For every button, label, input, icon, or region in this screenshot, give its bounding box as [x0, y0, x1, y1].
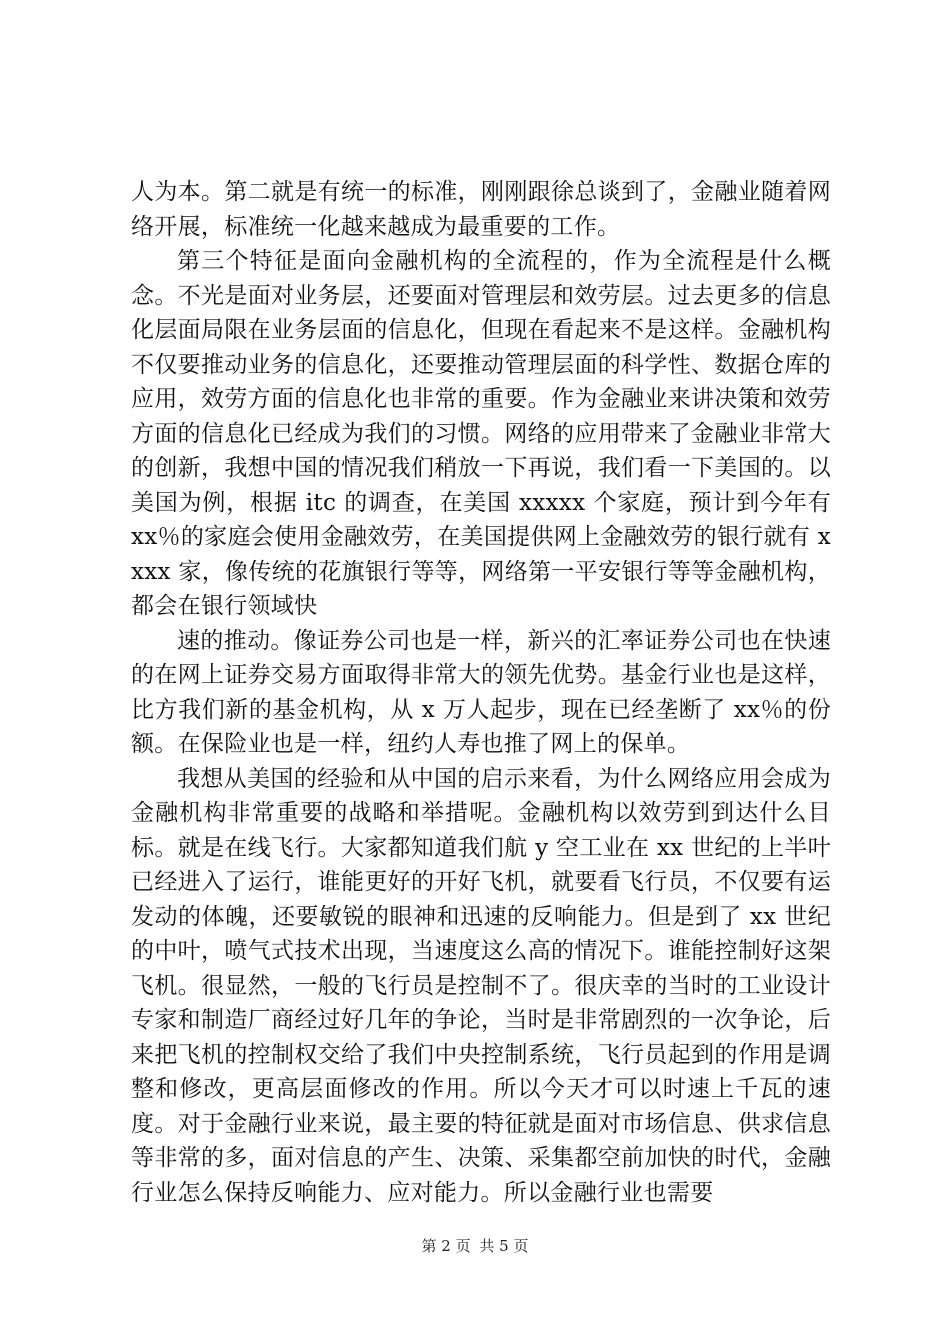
page-number: 第 2 页 — [421, 1237, 471, 1255]
page-total: 共 5 页 — [479, 1237, 529, 1255]
paragraph-1: 人为本。第二就是有统一的标准，刚刚跟徐总谈到了，金融业随着网络开展，标准统一化越来越成为最重要的工作。 — [131, 179, 831, 240]
paragraph-4: 我想从美国的经验和从中国的启示来看，为什么网络应用会成为金融机构非常重要的战略和举措呢。金融机构以效劳到到达什么目标。就是在线飞行。大家都知道我们航 y 空工业在 xx 世纪的上半叶已经进入了运行，谁能更好的开好飞机，就要看飞行员，不仅要有运发动的体魄，还要敏锐的眼神和迅速的反响能力。但是到了 xx 世纪的中叶，喷气式技术出现，当速度这么高的情况下。谁能控制好这架飞机。很显然，一般的飞行员是控制不了。很庆幸的当时的工业设计专家和制造厂商经过好几年的争论，当时是非常剧烈的一次争论，后来把飞机的控制权交给了我们中央控制系统，飞行员起到的作用是调整和修改，更高层面修改的作用。所以今天才可以时速上千瓦的速度。对于金融行业来说，最主要的特征就是面对市场信息、供求信息等非常的多，面对信息的产生、决策、采集都空前加快的时代，金融行业怎么保持反响能力、应对能力。所以金融行业也需要 — [131, 765, 831, 1206]
page-footer — [0, 1236, 950, 1256]
paragraph-3: 速的推动。像证券公司也是一样，新兴的汇率证券公司也在快速的在网上证券交易方面取得非常大的领先优势。基金行业也是这样，比方我们新的基金机构，从 x 万人起步，现在已经垄断了 xx％的份额。在保险业也是一样，纽约人寿也推了网上的保单。 — [131, 627, 831, 757]
document-body — [131, 175, 831, 1210]
paragraph-2: 第三个特征是面向金融机构的全流程的，作为全流程是什么概念。不光是面对业务层，还要面对管理层和效劳层。过去更多的信息化层面局限在业务层面的信息化，但现在看起来不是这样。金融机构不仅要推动业务的信息化，还要推动管理层面的科学性、数据仓库的应用，效劳方面的信息化也非常的重要。作为金融业来讲决策和效劳方面的信息化已经成为我们的习惯。网络的应用带来了金融业非常大的创新，我想中国的情况我们稍放一下再说，我们看一下美国的。以美国为例，根据 itc 的调查，在美国 xxxxx 个家庭，预计到今年有 xx％的家庭会使用金融效劳，在美国提供网上金融效劳的银行就有 xxxx 家，像传统的花旗银行等等，网络第一平安银行等等金融机构，都会在银行领域快 — [131, 248, 831, 619]
